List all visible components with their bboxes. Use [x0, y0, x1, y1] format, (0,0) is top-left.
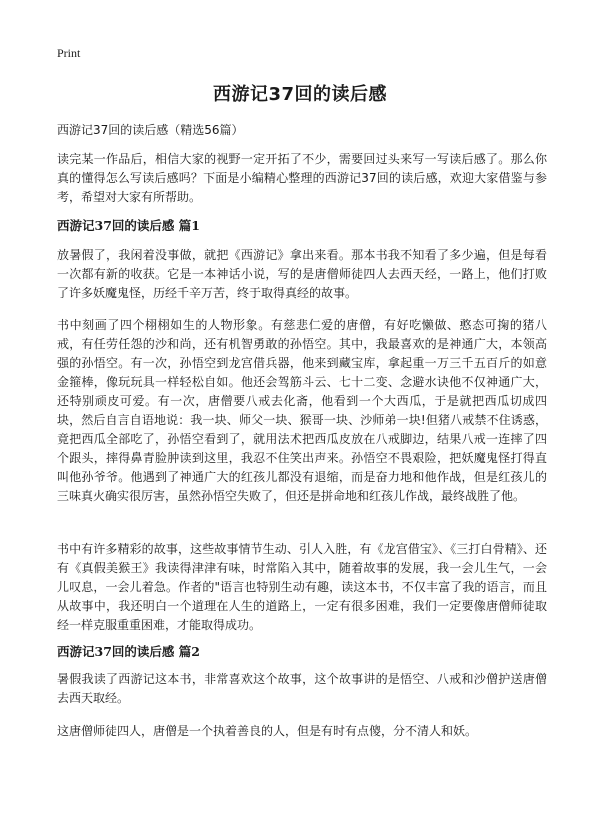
paragraph: 这唐僧师徒四人，唐僧是一个执着善良的人，但是有时有点傻，分不清人和妖。: [57, 724, 478, 738]
paragraph: 放暑假了，我闲着没事做，就把《西游记》拿出来看。那本书我不知看了多少遍，但是每看一次都有新的收获。它是一本神话小说，写的是唐僧师徒四人去西天经，一路上，他们打败了许多妖魔鬼怪，历经千辛万苦，终于取得真经的故事。: [57, 248, 547, 300]
paragraph: 书中有许多精彩的故事，这些故事情节生动、引人入胜，有《龙宫借宝》、《三打白骨精》、还有《真假美猴王》我读得津津有味，时常陷入其中，随着故事的发展，我一会儿生气，一会儿叹息，一会儿着急。作者的"语言也特别生动有趣，读这本书，不仅丰富了我的语言，而且从故事中，我还明白一个道理在人生的道路上，一定有很多困难，我们一定要像唐僧师徒取经一样克服重重困难，才能取得成功。: [57, 542, 547, 632]
print-label[interactable]: Print: [57, 46, 81, 60]
section-heading-2: 西游记37回的读后感 篇2: [57, 644, 200, 659]
intro-paragraph: 读完某一作品后，相信大家的视野一定开拓了不少，需要回过头来写一写读后感了。那么你真的懂得怎么写读后感吗？下面是小编精心整理的西游记37回的读后感，欢迎大家借鉴与参考，希望对大家有所帮助。: [57, 152, 547, 204]
paragraph: 书中刻画了四个栩栩如生的人物形象。有慈悲仁爱的唐僧，有好吃懒做、憨态可掬的猪八戒，有任劳任怨的沙和尚，还有机智勇敢的孙悟空。其中，我最喜欢的是神通广大，本领高强的孙悟空。有一次，孙悟空到龙宫借兵器，他来到藏宝库，拿起重一万三千五百斤的如意金箍棒，像玩玩具一样轻松自如。他还会驾筋斗云、七十二变、念避水诀他不仅神通广大，还特别顽皮可爱。有一次，唐僧要八戒去化斋，他看到一个大西瓜，于是就把西瓜切成四块，然后自言自语地说：我一块、师父一块、猴哥一块、沙师弟一块!但猪八戒禁不住诱惑，竟把西瓜全部吃了，孙悟空看到了，就用法术把西瓜皮放在八戒脚边，结果八戒一连摔了四个跟头，摔得鼻青脸肿读到这里，我忍不住笑出声来。孙悟空不畏艰险，把妖魔鬼怪打得直叫他孙爷爷。他遇到了神通广大的红孩儿都没有退缩，而是奋力地和他作战，但是红孩儿的三味真火确实很厉害，虽然孙悟空失败了，但还是拼命地和红孩儿作战，最终战胜了他。: [57, 318, 547, 503]
page-subtitle: 西游记37回的读后感（精选56篇）: [57, 123, 244, 137]
page-title: 西游记37回的读后感: [212, 84, 388, 105]
section-heading-1: 西游记37回的读后感 篇1: [57, 218, 200, 233]
paragraph: 暑假我读了西游记这本书，非常喜欢这个故事，这个故事讲的是悟空、八戒和沙僧护送唐僧去西天取经。: [57, 672, 547, 705]
